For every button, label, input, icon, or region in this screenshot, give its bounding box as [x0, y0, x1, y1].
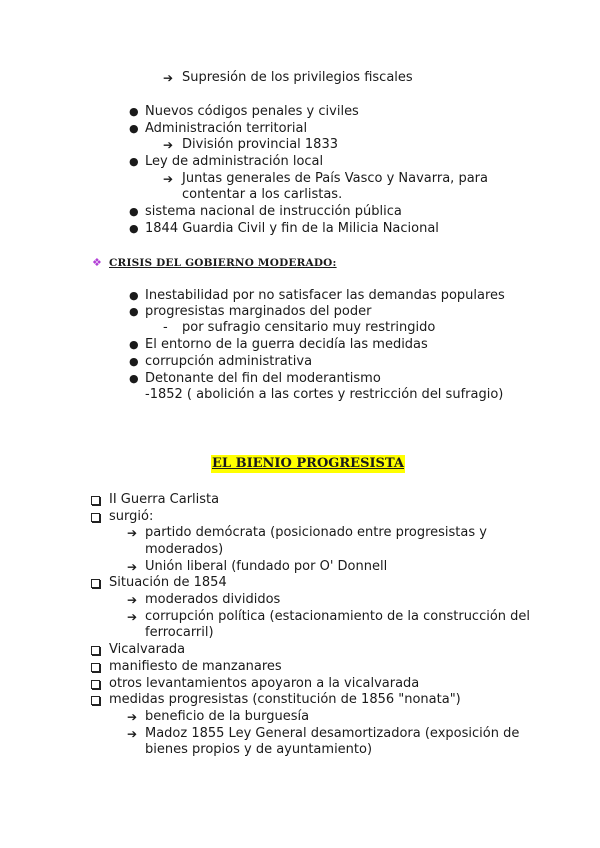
list-item: Vicalvarada: [109, 642, 186, 657]
page-title: EL BIENIO PROGRESISTA: [212, 456, 404, 471]
list-item: 1844 Guardia Civil y fin de la Milicia Nacional: [145, 221, 439, 236]
bullet-icon: ●: [129, 205, 139, 218]
list-item-continuation: moderados): [145, 542, 224, 557]
arrow-icon: ➔: [127, 610, 138, 624]
arrow-icon: ➔: [127, 727, 138, 741]
list-item: corrupción política (estacionamiento de la construcción del: [145, 609, 531, 624]
section-heading: CRISIS DEL GOBIERNO MODERADO:: [109, 257, 337, 269]
dash-bullet: -: [163, 320, 168, 335]
list-item: Situación de 1854: [109, 575, 227, 590]
list-item: surgió:: [109, 509, 154, 524]
list-item: otros levantamientos apoyaron a la vicalvarada: [109, 676, 420, 691]
bullet-icon: ●: [129, 338, 139, 351]
list-item: corrupción administrativa: [145, 354, 313, 369]
list-item: Unión liberal (fundado por O' Donnell: [145, 559, 388, 574]
list-item: moderados divididos: [145, 592, 281, 607]
fiscal-item: Supresión de los privilegios fiscales: [182, 70, 413, 85]
list-item-continuation: bienes propios y de ayuntamiento): [145, 742, 373, 757]
checkbox-square-icon: [91, 579, 100, 588]
list-item: Detonante del fin del moderantismo: [145, 371, 381, 386]
arrow-icon: ➔: [127, 710, 138, 724]
list-item: manifiesto de manzanares: [109, 659, 282, 674]
checkbox-square-icon: [91, 663, 100, 672]
bullet-icon: ●: [129, 305, 139, 318]
list-item: partido demócrata (posicionado entre progresistas y: [145, 525, 487, 540]
arrow-icon: ➔: [163, 138, 174, 152]
list-item: sistema nacional de instrucción pública: [145, 204, 402, 219]
checkbox-square-icon: [91, 646, 100, 655]
list-item: progresistas marginados del poder: [145, 304, 372, 319]
bullet-icon: ●: [129, 372, 139, 385]
list-item: Juntas generales de País Vasco y Navarra, para: [182, 171, 488, 186]
list-item-continuation: contentar a los carlistas.: [182, 187, 343, 202]
list-item: Nuevos códigos penales y civiles: [145, 104, 359, 119]
list-item: El entorno de la guerra decidía las medidas: [145, 337, 428, 352]
list-item-continuation: ferrocarril): [145, 625, 214, 640]
bullet-icon: ●: [129, 355, 139, 368]
diamond-bullet-icon: ❖: [92, 256, 102, 269]
arrow-icon: ➔: [163, 172, 174, 186]
list-item: Inestabilidad por no satisfacer las demandas populares: [145, 288, 505, 303]
bullet-icon: ●: [129, 122, 139, 135]
list-item: II Guerra Carlista: [109, 492, 220, 507]
arrow-icon: ➔: [127, 593, 138, 607]
checkbox-square-icon: [91, 696, 100, 705]
list-item: por sufragio censitario muy restringido: [182, 320, 436, 335]
arrow-icon: ➔: [127, 560, 138, 574]
list-item: Madoz 1855 Ley General desamortizadora (exposición de: [145, 726, 520, 741]
arrow-icon: ➔: [163, 71, 174, 85]
checkbox-square-icon: [91, 680, 100, 689]
list-item-continuation: -1852 ( abolición a las cortes y restricción del sufragio): [145, 387, 504, 402]
bullet-icon: ●: [129, 289, 139, 302]
list-item: medidas progresistas (constitución de 1856 "nonata"): [109, 692, 461, 707]
checkbox-square-icon: [91, 496, 100, 505]
checkbox-square-icon: [91, 513, 100, 522]
list-item: beneficio de la burguesía: [145, 709, 310, 724]
bullet-icon: ●: [129, 105, 139, 118]
list-item: Administración territorial: [145, 121, 308, 136]
bullet-icon: ●: [129, 222, 139, 235]
arrow-icon: ➔: [127, 526, 138, 540]
bullet-icon: ●: [129, 155, 139, 168]
list-item: Ley de administración local: [145, 154, 324, 169]
list-item: División provincial 1833: [182, 137, 338, 152]
